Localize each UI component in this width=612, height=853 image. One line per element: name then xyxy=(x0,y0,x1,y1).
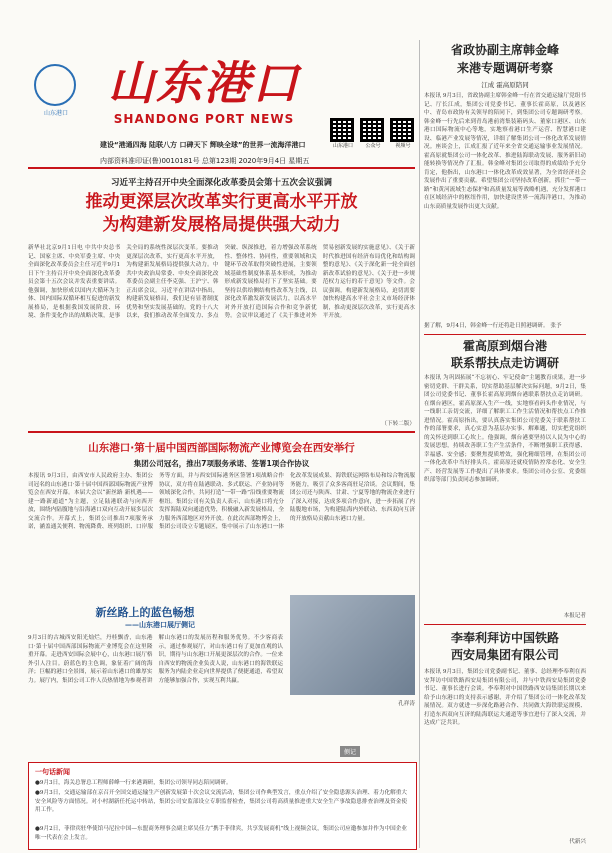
port-logo-icon xyxy=(34,64,76,106)
right2-headline-2: 联系帮扶点走访调研 xyxy=(450,356,559,370)
expo-subhead: 集团公司冠名，推出7项服务承诺、签署1项合作协议 xyxy=(133,459,310,468)
right1-byline: 江成 霍高原陪同 xyxy=(481,81,529,89)
expo-body: 本报讯 9月3日，由西安市人民政府主办、集团公司冠名的山东港口·第十届中国西部国际物流产业博览会在西安开幕。本届大会以“新丝路 新机遇——建一路新通道”为主题，立足陆港联动与向西开放，围绕内陆腹地与沿海港口双向互动开展多层次交流合作。开幕式上，集团公司推出7项服务承诺，涵盖通关便利、物流降费、班列组织、口岸服务等方面，并与西安国际港务区签署1项战略合作协议，双方将在陆港联动、多式联运、产业协同等领域深化合作，共同打造“一带一路”沿线重要物流枢纽。集团公司有关负责人表示，山东港口将充分发挥海陆双向通道优势，积极融入新发展格局，全力服务西部地区对外开放。在此次西部物博会上，集团公司设立专题展区，集中展示了山东港口一体化改革发展成果、海铁联运网络布局和综合物流服务能力，吸引了众多客商驻足洽谈。会议期间，集团公司还与陕西、甘肃、宁夏等地的物流企业进行了深入对接，达成多项合作意向，进一步拓展了内陆腹地市场，为构建陆海内外联动、东西双向互济的开放格局贡献山东港口力量。 xyxy=(28,473,415,530)
slogan: 建设“港通四海 陆联八方 口碑天下 辉映全球”的世界一流海洋港口 xyxy=(100,141,306,149)
briefs-box xyxy=(28,762,417,850)
lead-footer: （下转二版） xyxy=(381,421,415,427)
right2-headline-1: 霍高原到烟台港 xyxy=(462,339,547,353)
right1-body: 本报讯 9月3日，省政协副主席韩金峰一行在省交通运输厅党组书记、厅长江成，集团公司党委书记、董事长霍高原，以及港区中、青岛市政协有关领导的陪同下，到集团公司专题调研考察。韩金峰一行先后来到青岛港前湾集装箱码头、董家口港区、山东港口国际物流中心等地，实地察看港口生产运营、智慧港口建设、临港产业发展等情况，详细了解集团公司一体化改革发展情况。座谈会上，江成汇报了近年来全省交通运输事业发展情况。霍高原就集团公司一体化改革、推进陆海联动发展、服务新旧动能转换等情况作了汇报。韩金峰对集团公司取得的成绩给予充分肯定，他指出，山东港口一体化改革成效显著，为全省经济社会发展作出了重要贡献。希望集团公司坚持改革创新，抓住“一带一路”和黄河流域生态保护和高质量发展等战略机遇，充分发挥港口在区域经济中的枢纽作用，加快建设世界一流海洋港口，为推动山东高质量发展作出更大贡献。 xyxy=(424,93,586,210)
masthead-title: 山东港口 xyxy=(108,56,300,110)
masthead-rule xyxy=(28,167,415,169)
right2-body: 本报讯 为巩固拓展“不忘初心、牢记使命”主题教育成果，进一步密切党群、干群关系，切实帮助基层解决实际问题，9月2日，集团公司党委书记、董事长霍高原到烟台港联系帮扶点走访调研。在烟台港区，霍高原深入生产一线，实地察看码头作业情况，与一线职工亲切交流，详细了解职工工作生活情况和帮扶点工作推进情况。霍高原指出，要认真落实集团公司党委关于联系帮扶工作的部署要求，真心实意为基层办实事、解难题，切实把党组织的关怀送到职工心坎上。他强调，烟台港要坚持以人民为中心的发展思想，持续改善职工生产生活条件，不断增强职工获得感、幸福感、安全感；要聚焦提质增效，强化精细管理，在集团公司一体化改革中当好排头兵。霍高原还就疫情防控常态化、安全生产、经营发展等工作提出了具体要求。集团公司办公室、党委组织部等部门负责同志参加调研。 xyxy=(424,375,586,483)
brief-item: ●9月3日，海关总署总工程师薛峰一行来港调研，集团公司领导同志陪同调研。 xyxy=(35,780,232,786)
briefs-title: 一句话新闻 xyxy=(35,768,70,776)
column-divider xyxy=(419,40,420,848)
right1-footer: 据了解，9月4日，韩金峰一行还将赴日照港调研。 张予 xyxy=(424,323,562,329)
right3-body: 本报讯 9月3日，集团公司党委副书记、董事、总经理李奉利在西安拜访中国铁路西安局集团有限公司，并与中铁西安局集团党委书记、董事长进行会谈。李奉利对中国铁路西安局集团长期以来给予山东港口的支持表示感谢，并介绍了集团公司一体化改革发展情况。双方就进一步深化路港合作、共同做大海铁联运规模、打造东西双向互济的陆海联运大通道等事宜进行了深入交流，并达成广泛共识。 xyxy=(424,669,586,726)
expo-headline: 山东港口·第十届中国西部国际物流产业博览会在西安举行 xyxy=(88,442,355,454)
qr-code-1: 山东港口 xyxy=(330,118,356,149)
qr-code-3: 视频号 xyxy=(390,118,416,149)
lead-body: 新华社北京9月1日电 中共中央总书记、国家主席、中央军委主席、中央全面深化改革委员会主任习近平9月1日下午主持召开中央全面深化改革委员会第十五次会议并发表重要讲话。他强调，加快形成以国内大循环为主体、国内国际双循环相互促进的新发展格局，是根据我国发展阶段、环境、条件变化作出的战略决策，是事关全局的系统性深层次变革。要推动更深层次改革，实行更高水平开放，为构建新发展格局提供强大动力。中共中央政治局常委、中央全面深化改革委员会副主任李克强、王沪宁、韩正出席会议。习近平在讲话中指出，构建新发展格局，我们是有显著制度优势和坚实发展基础的。党的十八大以来，我们推动改革全面发力、多点突破、纵深推进，着力增强改革系统性、整体性、协同性，重要领域和关键环节改革取得突破性进展，主要领域基础性制度体系基本形成，为推动形成新发展格局打下了坚实基础。要坚持以供给侧结构性改革为主线，以深化改革激发新发展活力，以高水平对外开放打造国际合作和竞争新优势。会议审议通过了《关于推进对外贸易创新发展的实施意见》、《关于新时代推进国有经济布局优化和结构调整的意见》、《关于深化新一轮全面创新改革试验的意见》、《关于进一步规范权力运行的若干意见》等文件。会议强调，构建新发展格局，迫切需要加快构建高水平社会主义市场经济体制，推动更深层次改革，实行更高水平开放。 xyxy=(28,245,415,319)
right1-headline-1: 省政协副主席韩金峰 xyxy=(450,43,559,57)
silkroad-tag: 侧记 xyxy=(340,746,360,757)
right-rule-1 xyxy=(424,334,586,335)
issue-line: 内部资料准印证(鲁)0010181号 总第123期 2020年9月4日 星期五 xyxy=(100,157,310,165)
brief-item: ●9月2日，菲律宾驻华使馆马尼拉中国—东盟商务理事会副主席吴佳力“携手菲律宾，共享发展商机”线上视频会议，集团公司应邀参加并作为中国企业唯一代表在会上发言。 xyxy=(35,826,407,841)
qr-icon xyxy=(360,118,384,142)
right3-headline-2: 西安局集团有限公司 xyxy=(450,648,559,662)
right2-reporter: 本报记者 xyxy=(563,613,586,619)
silkroad-body: 9月3日的古城西安阳光灿烂，丹桂飘香，山东港口·第十届中国西部国际物流产业博览会在这里隆重开幕。走进西安国际会展中心，山东港口展厅格外引人注目。蔚蓝色的主色调，象征着广阔的海洋；巨幅的港口全景图，展示着山东港口的雄厚实力。展厅内，集团公司工作人员热情地为参观者讲解山东港口的发展历程和服务优势。不少客商表示，通过参观展厅，对山东港口有了更加直观的认识，期待与山东港口开展更深层次的合作。一位来自西安的物流企业负责人说，山东港口的海铁联运服务为内陆企业走向世界提供了便捷通道，希望双方能够加强合作，实现互利共赢。 xyxy=(28,635,283,684)
logo-label: 山东港口 xyxy=(43,110,68,117)
qr-code-2: 公众号 xyxy=(360,118,386,149)
brief-item: ●9月3日，交通运输部在京召开全国交通运输生产创新发展第十次会议交流活动，集团公司作典型发言，重点介绍了安全隐患源头治理、着力化解重大安全风险等方面情况。对小村湖新任托运中转站，集团公司安监部设立专职监督检查，集团公司将高质量推进重大安全生产事故隐患排查治理及资金使用工作。 xyxy=(35,790,407,813)
lead-kicker: 习近平主持召开中央全面深化改革委员会第十五次会议强调 xyxy=(110,178,332,188)
qr-icon xyxy=(330,118,354,142)
lead-headline-2: 为构建新发展格局提供强大动力 xyxy=(102,215,341,235)
section-rule xyxy=(28,431,415,433)
expo-photo xyxy=(290,595,415,695)
masthead-title-en: SHANDONG PORT NEWS xyxy=(113,112,295,126)
silkroad-headline: 新丝路上的蓝色畅想 xyxy=(95,606,195,619)
right-rule-2 xyxy=(424,624,586,625)
qr-icon xyxy=(390,118,414,142)
silkroad-reporter: 孔祥涛 xyxy=(398,701,415,707)
right1-headline-2: 来港专题调研考察 xyxy=(456,61,553,75)
silkroad-subhead: ——山东港口展厅侧记 xyxy=(125,620,195,629)
right3-reporter: 代新兴 xyxy=(569,839,586,845)
right3-headline-1: 李奉利拜访中国铁路 xyxy=(450,631,559,645)
lead-headline-1: 推动更深层次改革实行更高水平开放 xyxy=(85,192,358,212)
